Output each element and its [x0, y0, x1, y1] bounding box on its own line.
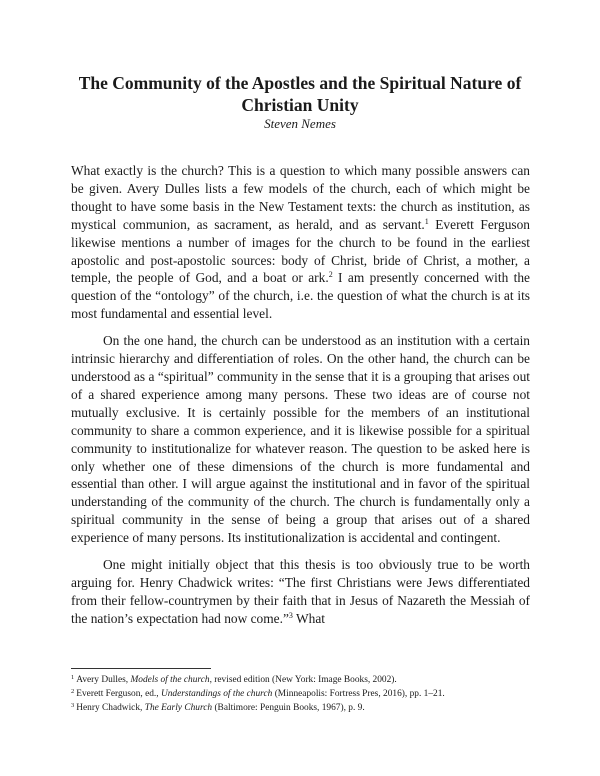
footnote-text: (Minneapolis: Fortress Pres, 2016), pp. 1–21. [272, 689, 445, 699]
footnote-3 [71, 701, 530, 715]
footnote-number: 3 [71, 702, 75, 709]
paragraph-3-text-b: What [292, 610, 326, 626]
paragraph-1-text-a: What exactly is the church? This is a question to which many possible answers can be given. Avery Dulles lists a few models of the church, each of which might be thought to have some basis in the New Testament texts: the church as institution, as mystical communion, as sacrament, as herald, and as servant. [71, 163, 530, 232]
footnote-ref-2[interactable]: 2 [328, 270, 333, 280]
footnote-ref-1[interactable]: 1 [424, 216, 429, 226]
footnote-text: , revised edition (New York: Image Books, 2002). [209, 675, 397, 685]
document-body [71, 162, 530, 628]
footnote-separator [71, 668, 211, 669]
paragraph-2: On the one hand, the church can be understood as an institution with a certain intrinsic hierarchy and differentiation of roles. On the other hand, the church can be understood as a “spiritual” community in the sense that it is a grouping that arises out of a shared experience among many persons. These two ideas are of course not mutually exclusive. It is certainly possible for the members of an institutional community to share a common experience, and it is likewise possible for a spiritual community to institutionalize for whatever reason. The question to be asked here is only whether one of these dimensions of the church is more fundamental and essential than other. I will argue against the institutional and in favor of the spiritual understanding of the community of the church. The church is fundamentally only a spiritual community in the sense of being a group that arises out of a shared experience of many persons. Its institutionalization is accidental and contingent. [71, 333, 530, 546]
document-title: The Community of the Apostles and the Spiritual Nature of Christian Unity [78, 73, 522, 115]
footnote-number: 2 [71, 688, 75, 695]
paragraph-1-text-c: I am presently concerned with the question of the “ontology” of the church, i.e. the question of what the church is at its most fundamental and essential level. [71, 270, 530, 322]
footnote-text: (Baltimore: Penguin Books, 1967), p. 9. [212, 703, 365, 713]
footnote-2 [71, 687, 530, 701]
document-author: Steven Nemes [264, 116, 336, 131]
footnote-book-title: Understandings of the church [160, 689, 273, 699]
footnote-book-title: Models of the church [130, 675, 210, 685]
paragraph-1-text-b: Everett Ferguson likewise mentions a number of images for the church to be found in the earliest apostolic and post-apostolic sources: body of Christ, bride of Christ, a mother, a temple, the people of God, and a boat or ark. [71, 216, 530, 286]
footnote-1 [71, 673, 530, 687]
footnotes [71, 673, 530, 715]
footnote-text: Avery Dulles, [76, 675, 131, 685]
paragraph-3-text-a: One might initially object that this thesis is too obviously true to be worth arguing for. Henry Chadwick writes: “The first Christians were Jews differentiated from their fellow-countrymen by their faith that in Jesus of Nazareth the Messiah of the nation’s expectation had now come.” [71, 557, 530, 626]
footnote-number: 1 [71, 674, 75, 681]
footnote-text: Everett Ferguson, ed., [76, 689, 161, 699]
paragraph-1 [71, 162, 530, 323]
footnote-ref-3[interactable]: 3 [288, 610, 293, 620]
paragraph-3 [71, 556, 530, 628]
footnote-text: Henry Chadwick, [76, 703, 145, 713]
footnote-book-title: The Early Church [144, 703, 213, 713]
